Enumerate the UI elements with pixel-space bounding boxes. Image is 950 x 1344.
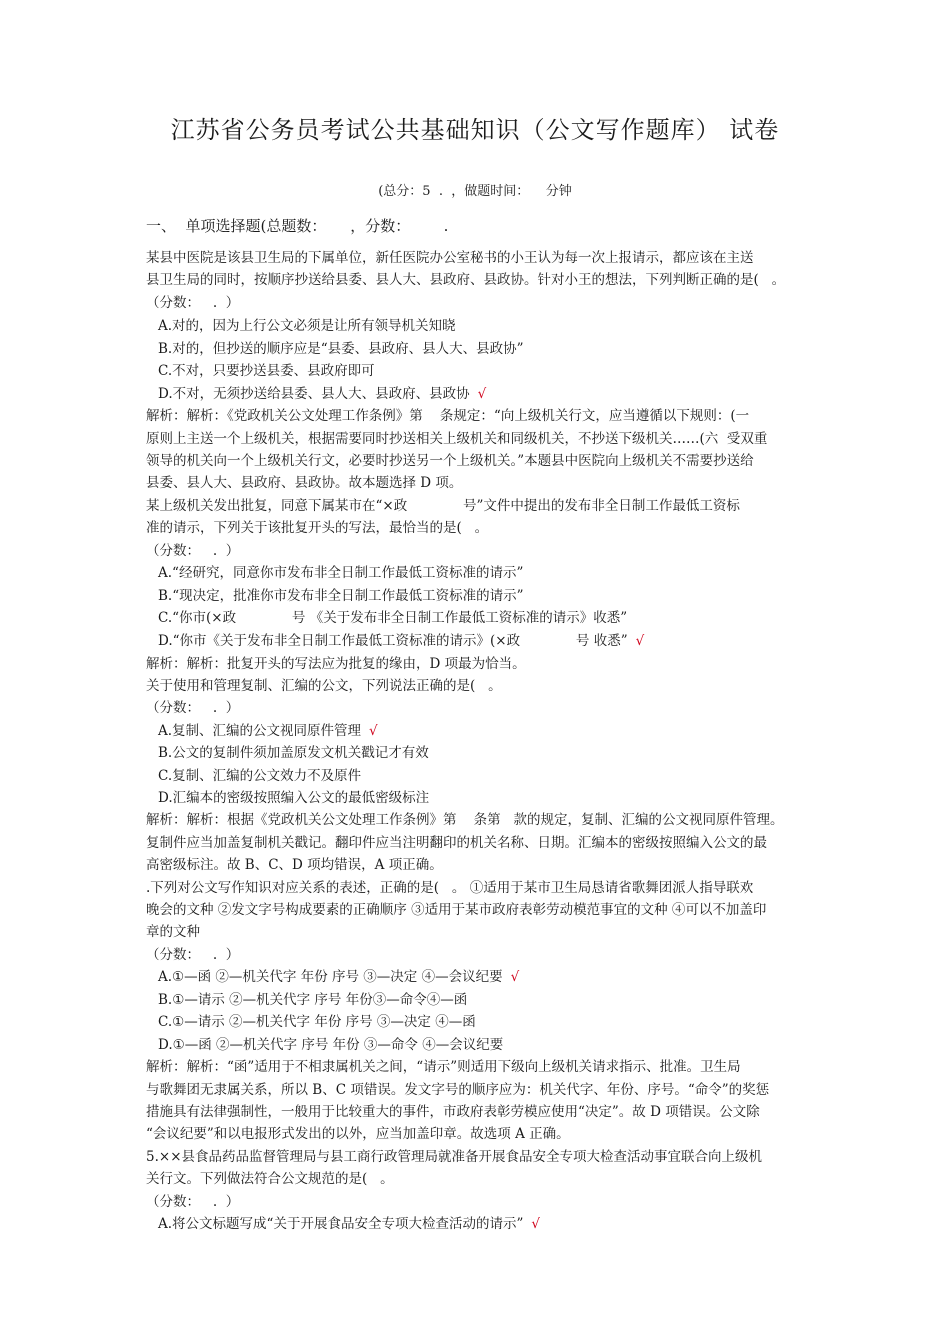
question-5-option-a: A.将公文标题写成“关于开展食品安全专项大检查活动的请示” √ — [158, 1216, 540, 1232]
question-2-option-c: C.“你市(×政 号 《关于发布非全日制工作最低工资标准的请示》收悉” — [158, 610, 628, 626]
question-3-analysis: 高密级标注。故 B、C、D 项均错误，A 项正确。 — [146, 857, 443, 873]
question-1-option-a: A.对的，因为上行公文必须是让所有领导机关知晓 — [158, 318, 456, 334]
correct-check-icon: √ — [369, 723, 378, 739]
question-1-option-d: D.不对，无须抄送给县委、县人大、县政府、县政协 √ — [158, 386, 487, 402]
question-1-analysis: 解析：解析：《党政机关公文处理工作条例》第 条规定：“向上级机关行文，应当遵循以下规则：(一 — [146, 408, 750, 424]
question-4-stem: 晚会的文种 ②发文字号构成要素的正确顺序 ③适用于某市政府表彰劳动模范事宜的文种 ④可以不加盖印 — [146, 902, 767, 918]
question-3-option-a: A.复制、汇编的公文视同原件管理 √ — [158, 723, 378, 739]
question-5-stem: 关行文。下列做法符合公文规范的是( 。 — [146, 1171, 394, 1187]
question-4-stem: .下列对公文写作知识对应关系的表述，正确的是( 。 ①适用于某市卫生局恳请省歌舞团派人指导联欢 — [146, 880, 754, 896]
question-3-score: （分数： . ） — [146, 700, 240, 716]
section-heading: 一、 单项选择题(总题数： ，分数： . — [146, 217, 449, 235]
question-1-option-b: B.对的，但抄送的顺序应是“县委、县政府、县人大、县政协” — [158, 341, 524, 357]
question-3-analysis: 复制件应当加盖复制机关戳记。翻印件应当注明翻印的机关名称、日期。汇编本的密级按照编入公文的最 — [146, 835, 767, 851]
question-3-option-d: D.汇编本的密级按照编入公文的最低密级标注 — [158, 790, 430, 806]
question-4-stem: 章的文种 — [146, 924, 200, 940]
question-4-option-a: A.①—函 ②—机关代字 年份 序号 ③—决定 ④—会议纪要 √ — [158, 969, 520, 985]
question-2-option-a: A.“经研究，同意你市发布非全日制工作最低工资标准的请示” — [158, 565, 524, 581]
question-3-option-c: C.复制、汇编的公文效力不及原件 — [158, 768, 362, 784]
correct-check-icon: √ — [510, 969, 520, 985]
question-1-analysis: 领导的机关向一个上级机关行文，必要时抄送另一个上级机关。”本题县中医院向上级机关不需要抄送给 — [146, 453, 754, 469]
question-3-stem: 关于使用和管理复制、汇编的公文，下列说法正确的是( 。 — [146, 678, 502, 694]
question-2-stem: 准的请示，下列关于该批复开头的写法，最恰当的是( 。 — [146, 520, 489, 536]
question-1-stem: 某县中医院是该县卫生局的下属单位，新任医院办公室秘书的小王认为每一次上报请示，都应该在主送 — [146, 250, 754, 266]
question-1-analysis: 原则上主送一个上级机关，根据需要同时抄送相关上级机关和同级机关，不抄送下级机关……(六 受双重 — [146, 431, 768, 447]
question-5-score: （分数： . ） — [146, 1194, 240, 1210]
question-4-analysis: 措施具有法律强制性，一般用于比较重大的事件，市政府表彰劳模应使用“决定”。故 D 项错误。公文除 — [146, 1104, 760, 1120]
question-2-option-d: D.“你市《关于发布非全日制工作最低工资标准的请示》(×政 号 收悉” √ — [158, 633, 645, 649]
question-4-score: （分数： . ） — [146, 947, 240, 963]
question-1-stem: 县卫生局的同时，按顺序抄送给县委、县人大、县政府、县政协。针对小王的想法，下列判断正确的是( 。 — [146, 272, 786, 288]
question-4-analysis: 解析：解析：“函”适用于不相隶属机关之间，“请示”则适用下级向上级机关请求指示、批准。卫生局 — [146, 1059, 741, 1075]
question-1-option-c: C.不对，只要抄送县委、县政府即可 — [158, 363, 375, 379]
correct-check-icon: √ — [531, 1216, 540, 1232]
question-2-analysis: 解析：解析：批复开头的写法应为批复的缘由，D 项最为恰当。 — [146, 656, 526, 672]
exam-meta: (总分：5 . ，做题时间： 分钟 — [378, 184, 572, 199]
question-2-stem: 某上级机关发出批复，同意下属某市在“×政 号”文件中提出的发布非全日制工作最低工资标 — [146, 498, 740, 514]
question-4-option-d: D.①—函 ②—机关代字 序号 年份 ③—命令 ④—会议纪要 — [158, 1037, 504, 1053]
question-4-option-b: B.①—请示 ②—机关代字 序号 年份③—命令④—函 — [158, 992, 468, 1008]
correct-check-icon: √ — [635, 633, 645, 649]
question-3-option-b: B.公文的复制件须加盖原发文机关戳记才有效 — [158, 745, 429, 761]
question-2-score: （分数： . ） — [146, 543, 240, 559]
question-4-analysis: “会议纪要”和以电报形式发出的以外，应当加盖印章。故选项 A 正确。 — [146, 1126, 570, 1142]
question-3-analysis: 解析：解析：根据《党政机关公文处理工作条例》第 条第 款的规定，复制、汇编的公文视同原件管理。 — [146, 812, 784, 828]
correct-check-icon: √ — [477, 386, 487, 402]
question-2-option-b: B.“现决定，批准你市发布非全日制工作最低工资标准的请示” — [158, 588, 524, 604]
question-4-option-c: C.①—请示 ②—机关代字 年份 序号 ③—决定 ④—函 — [158, 1014, 476, 1030]
question-4-analysis: 与歌舞团无隶属关系，所以 B、C 项错误。发文字号的顺序应为：机关代字、年份、序号。“命令”的奖惩 — [146, 1082, 770, 1098]
question-1-analysis: 县委、县人大、县政府、县政协。故本题选择 D 项。 — [146, 475, 463, 491]
page-title: 江苏省公务员考试公共基础知识（公文写作题库） 试卷 — [170, 116, 780, 144]
question-1-score: （分数： . ） — [146, 295, 240, 311]
question-5-stem: 5.××县食品药品监督管理局与县工商行政管理局就准备开展食品安全专项大检查活动事宜联合向上级机 — [146, 1149, 763, 1165]
